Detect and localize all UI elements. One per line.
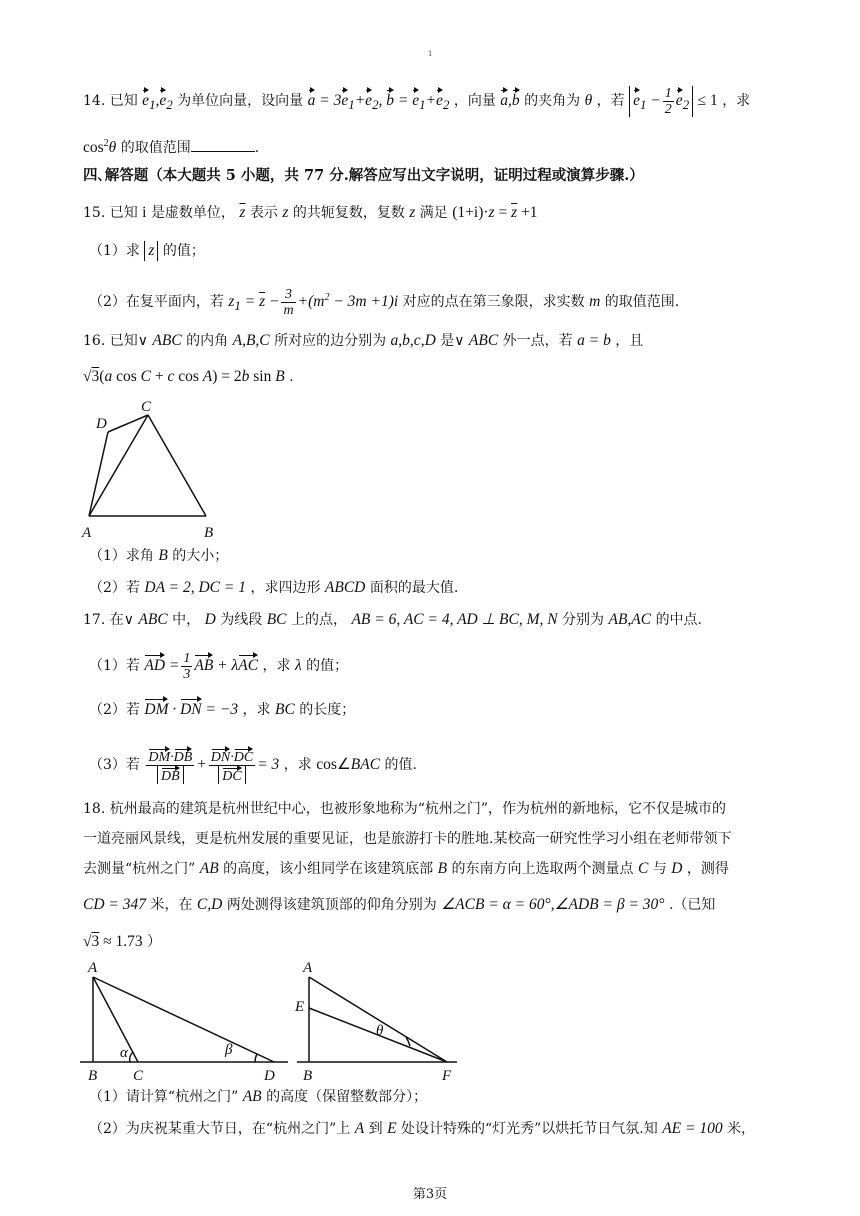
quadrilateral-abcd-figure xyxy=(78,396,228,544)
answer-blank xyxy=(191,139,255,152)
page-number-footer: 第3页 xyxy=(412,1187,448,1202)
point-label-a: A xyxy=(88,960,98,976)
q16-part-2: （2）若 DA = 2, DC = 1 ，求四边形 ABCD 面积的最大值. xyxy=(89,579,459,596)
angle-label-theta: θ xyxy=(376,1023,384,1039)
q15-stem: 15. 已知 i 是虚数单位， $\overline{z}$ 表示 z 的共轭复数，复数 z 满足 $(1+i)\cdot z = \overline{z} +1$ xyxy=(83,204,538,221)
page-top-mark: 1 xyxy=(428,50,433,58)
q15-part-1: （1）求 z 的值； xyxy=(89,242,205,259)
sightline-ac xyxy=(93,977,138,1062)
q14-line-2: $\cos^2\theta$ 的取值范围 . xyxy=(83,138,260,157)
elevation-angles-figure xyxy=(78,958,290,1082)
q18-line-1: 18. 杭州最高的建筑是杭州世纪中心，也被形象地称为“杭州之门”，作为杭州的新地标，它不仅是城市的 xyxy=(83,801,727,817)
q18-line-5: √3 ≈ 1.73 ） xyxy=(83,933,162,950)
q17-part-2: （2）若 DM · DN = −3 ，求 BC 的长度； xyxy=(89,697,355,720)
q18-part-1: （1）请计算“杭州之门” AB 的高度（保留整数部分）； xyxy=(89,1088,428,1105)
q18-part-2: （2）为庆祝某重大节日，在“杭州之门”上 A 到 E 处设计特殊的“灯光秀”以烘托节日气氛.知 AE = 100 米， xyxy=(89,1120,756,1137)
light-show-figure xyxy=(292,958,462,1082)
q16-label: 16. 已知∨ xyxy=(83,333,148,349)
q18-line-2: 一道亮丽风景线，更是杭州发展的重要见证，也是旅游打卡的胜地.某校高一研究性学习小组在老师带领下 xyxy=(83,831,732,847)
point-label-c: C xyxy=(141,399,152,415)
q17-stem: 17. 在∨ ABC 中， D 为线段 BC 上的点， AB = 6, AC = 4, AD ⊥ BC, M, N 分别为 AB,AC 的中点. xyxy=(83,611,703,628)
q17-part-1: （1）若 AD = $\frac{1}{3}$ AB + λAC ，求 λ 的值； xyxy=(89,651,349,682)
q16-stem-line-2: √3(a cos C + c cos A) = 2b sin B . xyxy=(83,368,294,385)
point-label-b: B xyxy=(88,1068,98,1082)
q14-label: 14. 已知 xyxy=(83,93,138,110)
point-label-f: F xyxy=(442,1068,452,1082)
q18-line-3: 去测量“杭州之门” AB 的高度，该小组同学在该建筑底部 B 的东南方向上选取两个测量点 C 与 D ，测得 xyxy=(83,860,729,877)
point-label-c: C xyxy=(133,1068,144,1082)
angle-beta-arc xyxy=(255,1054,257,1062)
q17-label: 17. 在∨ xyxy=(83,612,134,628)
point-label-a: A xyxy=(303,960,313,976)
angle-label-alpha: α xyxy=(120,1045,128,1061)
q15-part-2: （2）在复平面内，若 $z_1 = \overline{z}$ − $\frac{3}{m}$ $+(m^2 - 3m +1)i$ 对应的点在第三象限，求实数 m 的取值范围. xyxy=(89,287,680,318)
point-label-e: E xyxy=(295,999,305,1015)
point-label-a: A xyxy=(82,525,92,541)
segment-bc xyxy=(148,415,206,516)
q16-stem-line-1: 16. 已知∨ ABC 的内角 A,B,C 所对应的边分别为 a,b,c,D 是∨ ABC 外一点，若 a = b ，且 xyxy=(83,332,644,349)
point-label-d: D xyxy=(96,416,107,432)
q18-line-4: CD = 347 米，在 C,D 两处测得该建筑顶部的仰角分别为 ∠ACB = α = 60°,∠ADB = β = 30° .（已知 xyxy=(83,896,716,913)
sightline-af xyxy=(309,977,447,1062)
q15-label: 15. 已知 xyxy=(83,205,138,221)
q17-part-3: （3）若 $\frac{DM\cdot DB}{DB}$ + $\frac{DN\cdot DC}{DC}$ = 3 ，求 cos∠BAC 的值. xyxy=(89,747,417,784)
angle-alpha-arc xyxy=(130,1052,133,1062)
point-label-b: B xyxy=(303,1068,313,1082)
q14-line-1: 14. 已知 $e_1,e_2$ 为单位向量，设向量 $a = 3e_1+e_2$, $b = e_1+e_2$ ，向量 a,b 的夹角为 θ ，若 $e_1$ − $\frac{1}{2}$ $e_2 \le 1$ ，求 xyxy=(83,86,751,117)
segment-ad xyxy=(89,432,108,516)
q16-part-1: （1）求角 B 的大小； xyxy=(89,547,229,564)
point-label-b: B xyxy=(204,525,214,541)
segment-dc xyxy=(108,415,148,432)
point-label-d: D xyxy=(264,1068,275,1082)
angle-label-beta: β xyxy=(225,1042,233,1058)
section-4-heading: 四､解答题（本大题共 5 小题，共 77 分.解答应写出文字说明，证明过程或演算步骤.） xyxy=(83,167,644,184)
